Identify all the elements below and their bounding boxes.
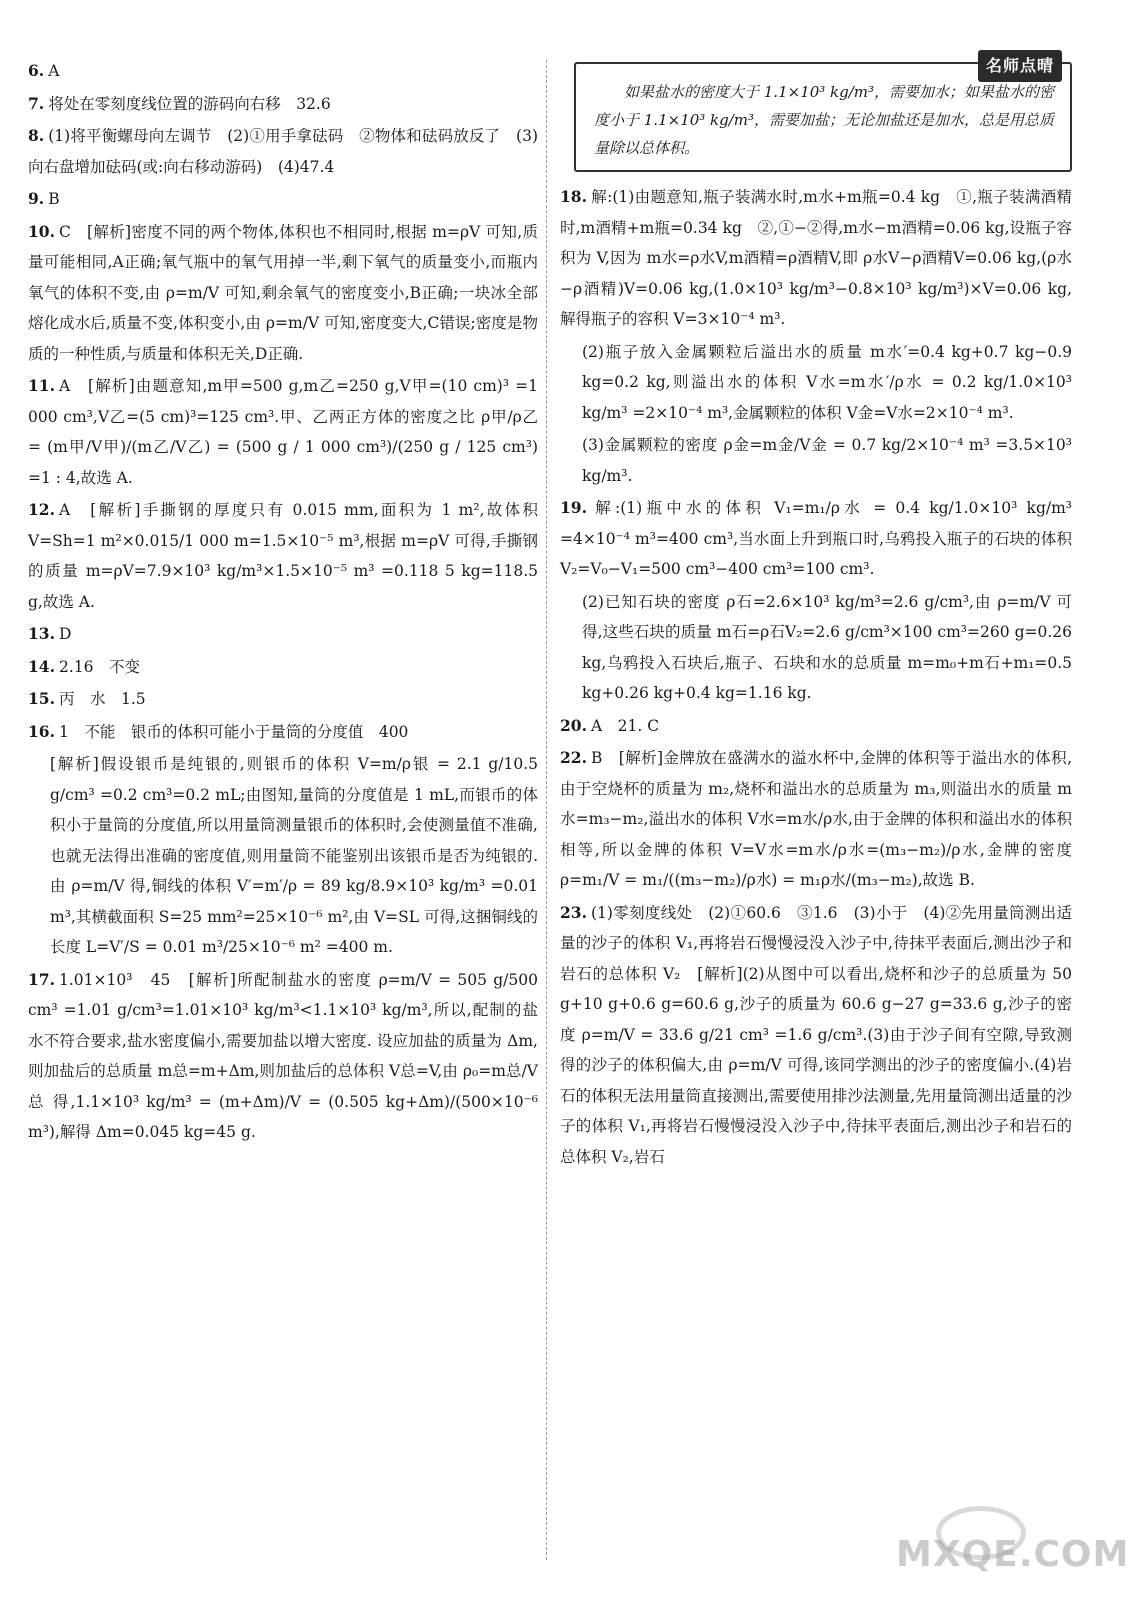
answer-text: D [58, 625, 72, 643]
answer-text: (2)瓶子放入金属颗粒后溢出水的质量 m水′=0.4 kg+0.7 kg−0.9 kg=0.2 kg,则溢出水的体积 V水=m水′/ρ水 = 0.2 kg/1.0×10³ kg/m³ =2×10⁻⁴ m³,金属颗粒的体积 V金=V水=2×10⁻⁴ m³. [582, 342, 1072, 422]
answer-text: 2.16 不变 [58, 657, 140, 676]
answer-item [28, 121, 538, 182]
answer-item [28, 749, 538, 963]
answer-number: 20. [560, 715, 587, 735]
answer-item [560, 743, 1072, 896]
answer-item [28, 89, 538, 120]
answer-text: C [解析]密度不同的两个物体,体积也不相同时,根据 m=ρV 可知,质量可能相同,A正确;氧气瓶中的氧气用掉一半,剩下氧气的质量变小,而瓶内氧气的体积不变,由 ρ=m/V 可知,剩余氧气的密度变小,B正确;一块冰全部熔化成水后,质量不变,体积变小,由 ρ=m/V 可知,密度变大,C错误;密度是物质的一种性质,与质量和体积无关,D正确. [28, 222, 538, 363]
answer-text: 将处在零刻度线位置的游码向右移 32.6 [48, 94, 331, 113]
answer-item [28, 371, 538, 493]
answer-number: 18. [560, 187, 587, 206]
answer-item [28, 965, 538, 1148]
answer-number: 12. [28, 500, 55, 519]
answer-number: 22. [560, 748, 587, 767]
answer-item [28, 495, 538, 617]
answer-number: 13. [28, 624, 55, 643]
answer-number: 19. [560, 498, 587, 517]
answer-text: A [48, 62, 60, 80]
answer-text: A [解析]手撕钢的厚度只有 0.015 mm,面积为 1 m²,故体积 V=Sh=1 m²×0.015/1 000 m=1.5×10⁻⁵ m³,根据 m=ρV 可得,手撕钢的质量 m=ρV=7.9×10³ kg/m³×1.5×10⁻⁵ m³ =0.118 5 kg=118.5 g,故选 A. [28, 501, 538, 611]
left-column [28, 56, 538, 1150]
answer-item [28, 217, 538, 370]
answer-text: [解析]假设银币是纯银的,则银币的体积 V=m/ρ银 = 2.1 g/10.5 g/cm³ =0.2 cm³=0.2 mL;由图知,量筒的分度值是 1 mL,而银币的体积小于量筒的分度值,所以用量筒测量银币的体积时,会使测量值不准确,也就无法得出准确的密度值,则用量筒不能鉴别出该银币是否为纯银的. 由 ρ=m/V 得,铜线的体积 V′=m′/ρ = 89 kg/8.9×10³ kg/m³ =0.01 m³,其横截面积 S=25 mm²=25×10⁻⁶ m²,由 V=SL 可得,这捆铜线的长度 L=V′/S = 0.01 m³/25×10⁻⁶ m² =400 m. [50, 755, 538, 956]
watermark: MXQE.COM [896, 1534, 1129, 1575]
answer-item [560, 898, 1072, 1173]
answer-item [28, 56, 538, 87]
answer-text: 丙 水 1.5 [58, 690, 146, 708]
answer-number: 8. [28, 126, 45, 145]
answer-item [560, 493, 1072, 585]
answer-item [28, 619, 538, 650]
answer-item [28, 717, 538, 748]
answer-text: (1)将平衡螺母向左调节 (2)①用手拿砝码 ②物体和砝码放反了 (3)向右盘增加砝码(或:向右移动游码) (4)47.4 [28, 127, 538, 176]
answer-text: B [解析]金牌放在盛满水的溢水杯中,金牌的体积等于溢出水的体积,由于空烧杯的质量为 m₂,烧杯和溢出水的总质量为 m₃,则溢出水的质量 m水=m₃−m₂,溢出水的体积 V水=m水/ρ水,由于金牌的体积和溢出水的体积相等,所以金牌的体积 V=V水=m水/ρ水=(m₃−m₂)/ρ水,金牌的密度 ρ=m₁/V = m₁/((m₃−m₂)/ρ水) = m₁ρ水/(m₃−m₂),故选 B. [560, 749, 1072, 889]
answer-item [28, 652, 538, 683]
answer-number: 16. [28, 721, 55, 741]
answer-number: 14. [28, 656, 55, 676]
answer-text: (1)零刻度线处 (2)①60.6 ③1.6 (3)小于 (4)②先用量筒测出适量的沙子的体积 V₁,再将岩石慢慢浸没入沙子中,待抹平表面后,测出沙子和岩石的总体积 V₂ [解析](2)从图中可以看出,烧杯和沙子的总质量为 50 g+10 g+0.6 g=60.6 g,沙子的质量为 60.6 g−27 g=33.6 g,沙子的密度 ρ=m/V = 33.6 g/21 cm³ =1.6 g/cm³.(3)由于沙子间有空隙,导致测得的沙子的体积偏大,由 ρ=m/V 可得,该同学测出的沙子的密度偏小.(4)岩石的体积无法用量筒直接测出,需要使用排沙法测量,先用量筒测出适量的沙子的体积 V₁,再将岩石慢慢浸没入沙子中,待抹平表面后,测出沙子和岩石的总体积 V₂,岩石 [560, 903, 1072, 1166]
tip-text: 如果盐水的密度大于 1.1×10³ kg/m³，需要加水；如果盐水的密度小于 1.1×10³ kg/m³，需要加盐；无论加盐还是加水，总是用总质量除以总体积。 [594, 83, 1055, 157]
answer-text: (3)金属颗粒的密度 ρ金=m金/V金 = 0.7 kg/2×10⁻⁴ m³ =3.5×10³ kg/m³. [582, 436, 1072, 485]
column-divider [546, 60, 547, 1560]
answer-item [560, 430, 1072, 491]
answer-number: 23. [560, 902, 587, 922]
answer-number: 7. [28, 93, 45, 113]
answer-text: A 21. C [590, 716, 660, 735]
answer-text: (2)已知石块的密度 ρ石=2.6×10³ kg/m³=2.6 g/cm³,由 ρ=m/V 可得,这些石块的质量 m石=ρ石V₂=2.6 g/cm³×100 cm³=260 g=0.26 kg,乌鸦投入石块后,瓶子、石块和水的总质量 m=m₀+m石+m₁=0.5 kg+0.26 kg+0.4 kg=1.16 kg. [582, 592, 1072, 702]
answer-item [560, 182, 1072, 335]
answer-text: A [解析]由题意知,m甲=500 g,m乙=250 g,V甲=(10 cm)³ =1 000 cm³,V乙=(5 cm)³=125 cm³.甲、乙两正方体的密度之比 ρ甲/ρ乙 = (m甲/V甲)/(m乙/V乙) = (500 g / 1 000 cm³)/(250 g / 125 cm³) =1 : 4,故选 A. [28, 377, 538, 487]
tip-box [574, 56, 1072, 172]
answer-number: 10. [28, 221, 55, 241]
answer-number: 11. [28, 376, 55, 395]
answer-item [560, 587, 1072, 709]
answer-number: 15. [28, 689, 55, 708]
answer-text: 1.01×10³ 45 [解析]所配制盐水的密度 ρ=m/V = 505 g/500 cm³ =1.01 g/cm³=1.01×10³ kg/m³<1.1×10³ kg/m³,所以,配制的盐水不符合要求,盐水密度偏小,需要加盐以增大密度. 设应加盐的质量为 Δm,则加盐后的总质量 m总=m+Δm,则加盐后的总体积 V总=V,由 ρ₀=m总/V总 得,1.1×10³ kg/m³ = (m+Δm)/V = (0.505 kg+Δm)/(500×10⁻⁶ m³),解得 Δm=0.045 kg=45 g. [28, 970, 538, 1141]
tip-label: 名师点晴 [978, 50, 1062, 82]
answer-number: 6. [28, 61, 45, 80]
answer-item [28, 684, 538, 715]
answer-number: 17. [28, 969, 55, 989]
answer-text: 解:(1)由题意知,瓶子装满水时,m水+m瓶=0.4 kg ①,瓶子装满酒精时,m酒精+m瓶=0.34 kg ②,①−②得,m水−m酒精=0.06 kg,设瓶子容积为 V,因为 m水=ρ水V,m酒精=ρ酒精V,即 ρ水V−ρ酒精V=0.06 kg,(ρ水−ρ酒精)V=0.06 kg,(1.0×10³ kg/m³−0.8×10³ kg/m³)×V=0.06 kg,解得瓶子的容积 V=3×10⁻⁴ m³. [560, 188, 1072, 328]
answer-text: B [48, 190, 60, 208]
right-column [560, 56, 1072, 1174]
answer-text: 1 不能 银币的体积可能小于量筒的分度值 400 [58, 722, 409, 741]
answer-item [560, 711, 1072, 742]
answer-item [28, 184, 538, 215]
answer-item [560, 337, 1072, 429]
answer-text: 解:(1)瓶中水的体积 V₁=m₁/ρ水 = 0.4 kg/1.0×10³ kg/m³ =4×10⁻⁴ m³=400 cm³,当水面上升到瓶口时,乌鸦投入瓶子的石块的体积 V₂=V₀−V₁=500 cm³−400 cm³=100 cm³. [560, 499, 1072, 578]
answer-number: 9. [28, 189, 45, 208]
